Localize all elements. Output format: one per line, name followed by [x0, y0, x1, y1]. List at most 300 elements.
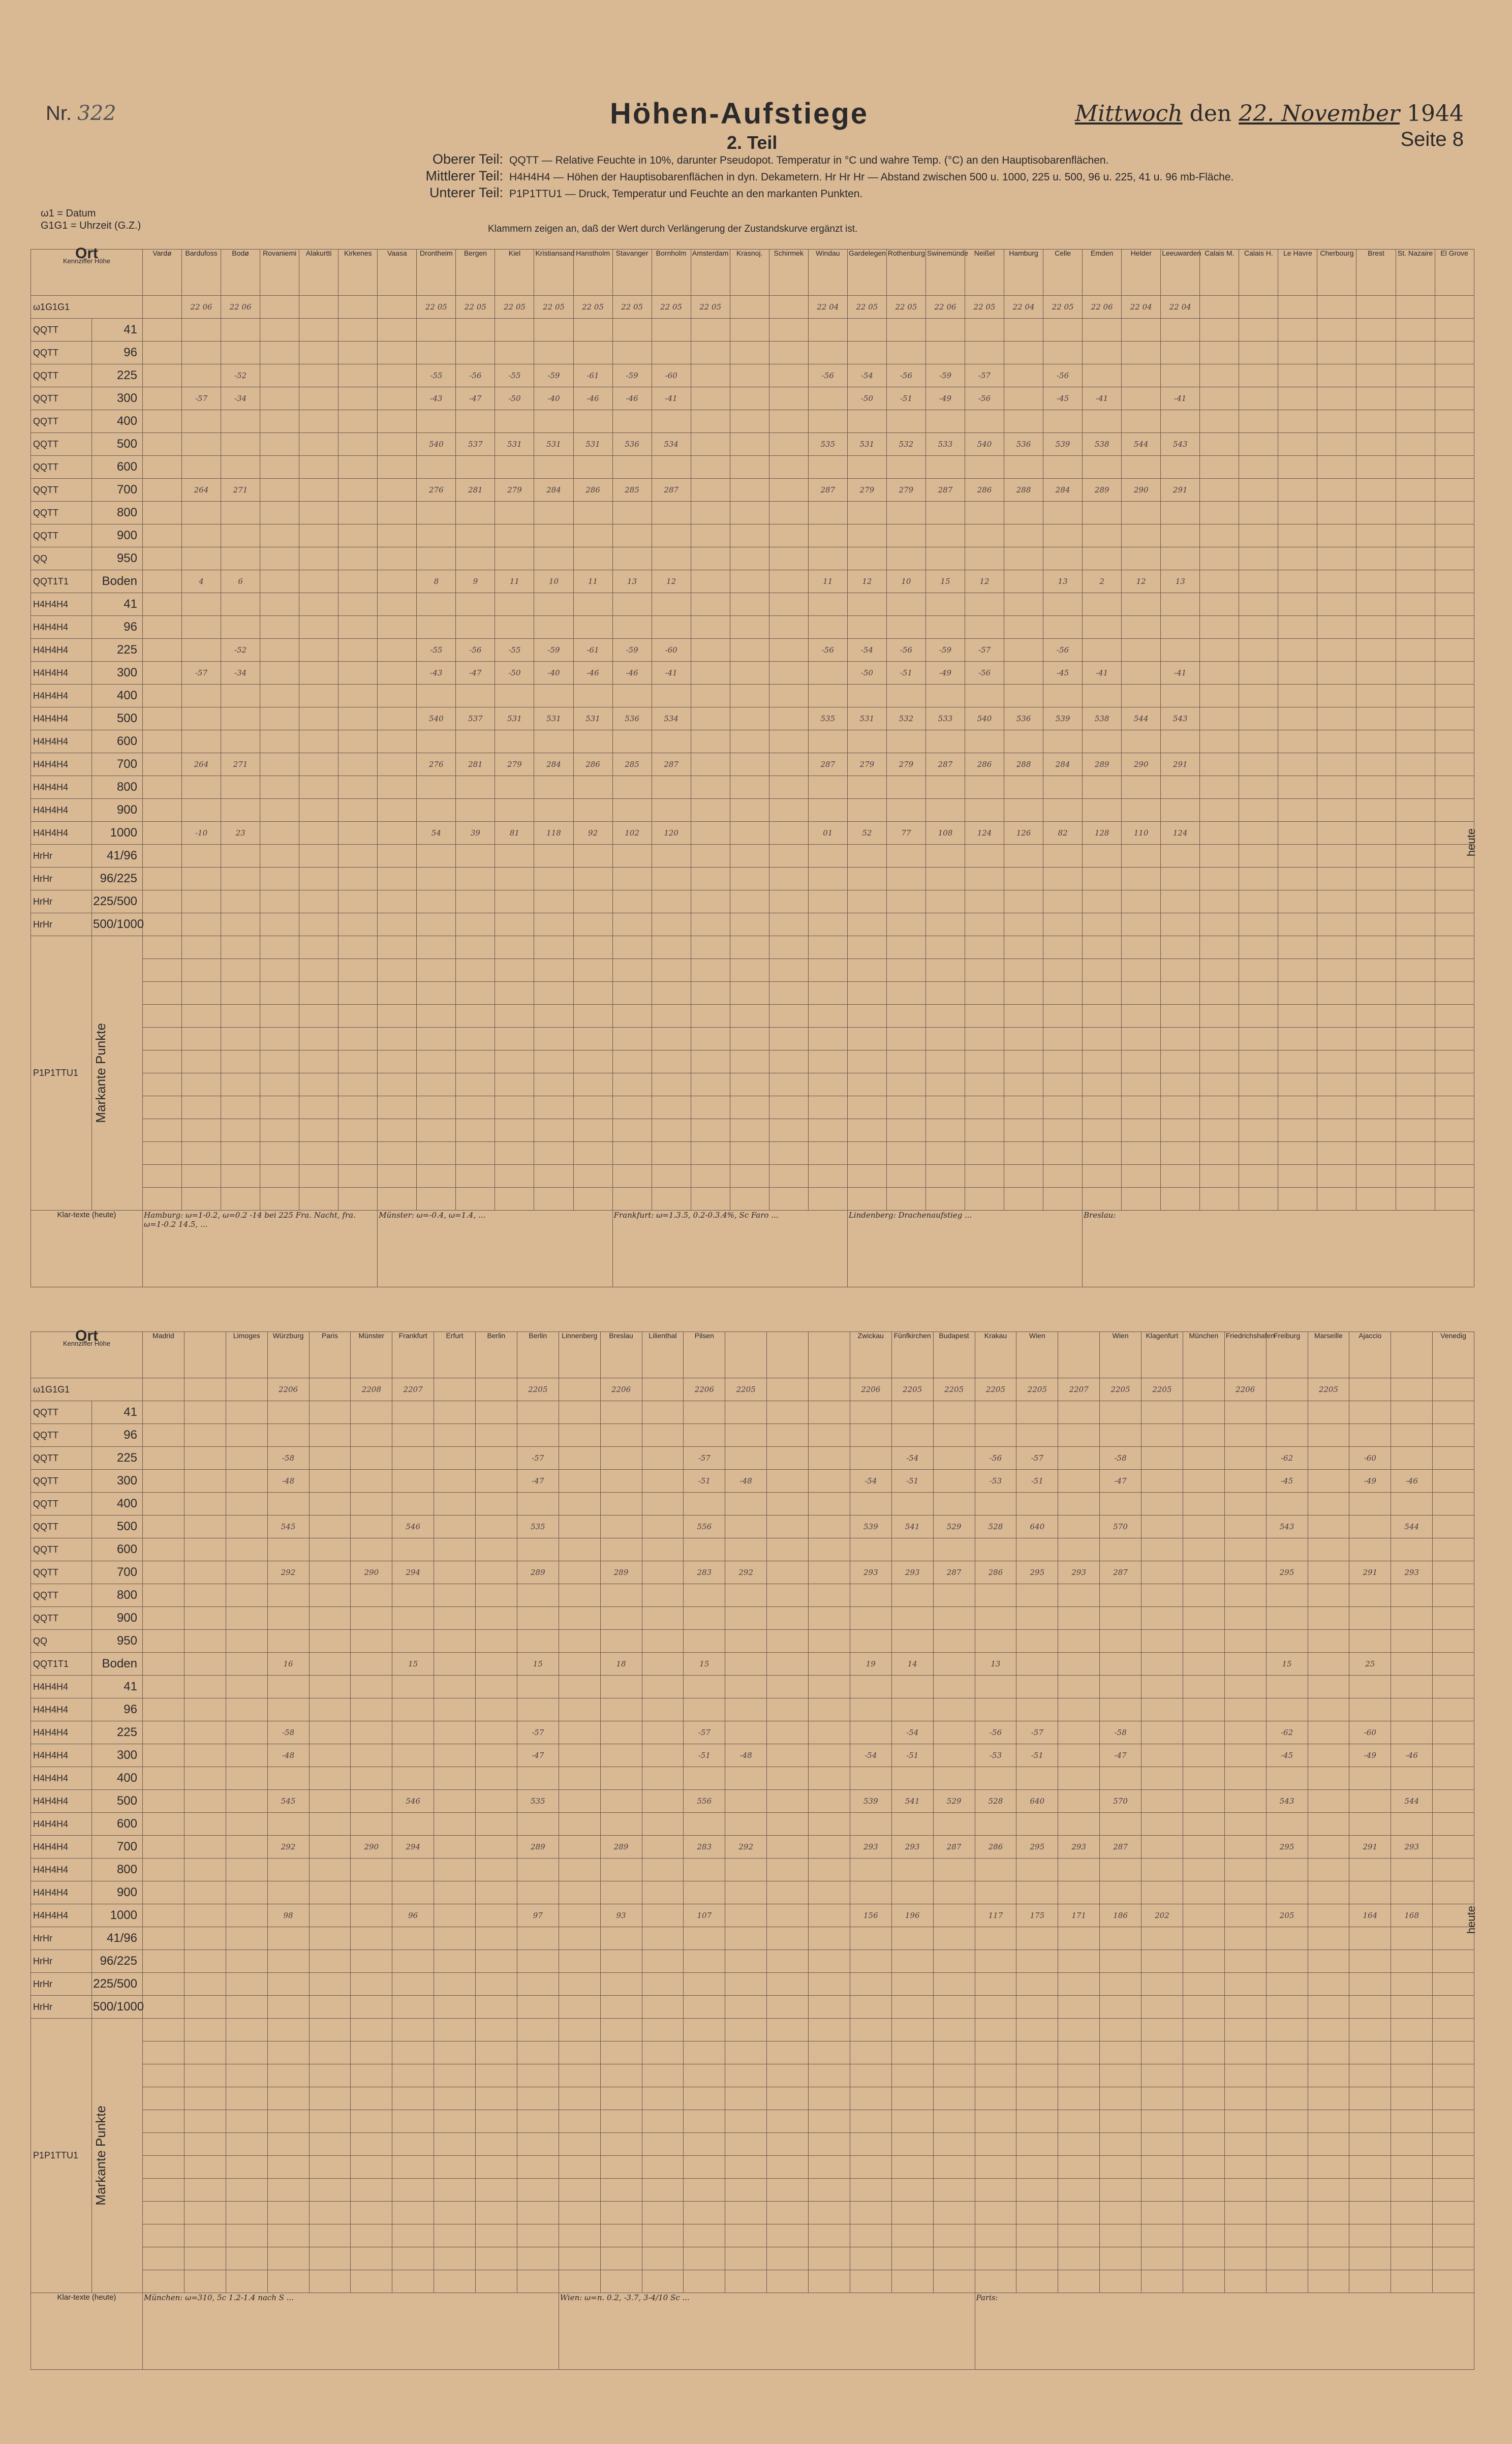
value-cell [1435, 616, 1474, 639]
pp-text: P1P1TTU1 [33, 2150, 79, 2160]
value-cell: 539 [1043, 433, 1083, 456]
value-cell: -40 [534, 387, 573, 410]
value-cell [182, 799, 221, 822]
value-cell [573, 1188, 612, 1211]
row-level: 400 [92, 1493, 143, 1515]
value-cell [847, 1188, 886, 1211]
value-cell [1100, 1927, 1141, 1950]
value-cell: 279 [495, 479, 534, 502]
value-cell [184, 1424, 226, 1447]
value-cell [691, 1119, 730, 1142]
value-cell [1396, 570, 1435, 593]
value-cell [534, 342, 573, 364]
value-cell [642, 1584, 684, 1607]
value-cell [1200, 776, 1239, 799]
station-header: Bergen [456, 250, 495, 296]
value-cell [1100, 1538, 1141, 1561]
value-cell: 531 [495, 433, 534, 456]
value-cell [309, 1378, 351, 1401]
value-cell [925, 1119, 965, 1142]
value-cell [143, 1767, 184, 1790]
value-cell [226, 1767, 267, 1790]
value-cell [1349, 2224, 1391, 2247]
value-cell [1122, 364, 1161, 387]
value-cell [1100, 2224, 1141, 2247]
value-cell [299, 1142, 338, 1165]
value-cell [309, 2179, 351, 2202]
value-cell [417, 1073, 456, 1096]
value-cell [143, 1165, 182, 1188]
value-cell [534, 1005, 573, 1028]
value-cell [725, 1424, 767, 1447]
value-cell [309, 1904, 351, 1927]
value-cell [392, 2087, 434, 2110]
value-cell [847, 730, 886, 753]
value-cell [309, 1813, 351, 1836]
value-cell [1317, 1165, 1356, 1188]
value-cell [965, 776, 1004, 799]
value-cell [808, 799, 847, 822]
value-cell [517, 1607, 559, 1630]
value-cell [1433, 2156, 1474, 2179]
table-row [31, 890, 1474, 913]
value-cell: 102 [612, 822, 652, 845]
value-cell [299, 959, 338, 982]
value-cell [691, 959, 730, 982]
value-cell [378, 364, 417, 387]
value-cell [417, 1188, 456, 1211]
value-cell [975, 1584, 1016, 1607]
value-cell [1161, 685, 1200, 707]
value-cell: -59 [925, 639, 965, 662]
value-cell [652, 730, 691, 753]
value-cell [1200, 1188, 1239, 1211]
value-cell [182, 1119, 221, 1142]
value-cell [221, 1096, 260, 1119]
value-cell [612, 1142, 652, 1165]
station-header: Krakau [975, 1332, 1016, 1378]
station-header: Rothenburg [886, 250, 925, 296]
value-cell [1043, 502, 1083, 524]
value-cell [221, 1028, 260, 1050]
value-cell [1391, 1721, 1433, 1744]
row-label: HrHr [31, 913, 92, 936]
value-cell [652, 982, 691, 1005]
station-header: Drontheim [417, 250, 456, 296]
value-cell: 120 [652, 822, 691, 845]
value-cell: 529 [933, 1790, 975, 1813]
value-cell: -46 [1391, 1470, 1433, 1493]
value-cell [730, 799, 769, 822]
value-cell [476, 1424, 517, 1447]
value-cell [456, 799, 495, 822]
value-cell [309, 2041, 351, 2064]
value-cell [1308, 1401, 1349, 1424]
value-cell: 287 [652, 753, 691, 776]
value-cell [600, 1859, 642, 1881]
value-cell [299, 387, 338, 410]
value-cell [965, 319, 1004, 342]
value-cell [1356, 662, 1396, 685]
value-cell [1016, 2224, 1058, 2247]
value-cell [965, 1165, 1004, 1188]
row-label: QQTT [31, 319, 92, 342]
value-cell [392, 1401, 434, 1424]
value-cell [378, 1050, 417, 1073]
value-cell [417, 936, 456, 959]
value-cell [260, 662, 299, 685]
value-cell [143, 1378, 184, 1401]
value-cell [808, 1050, 847, 1073]
value-cell [1433, 1836, 1474, 1859]
value-cell: -59 [612, 639, 652, 662]
value-cell [725, 2247, 767, 2270]
value-cell [1239, 1165, 1278, 1188]
value-cell [1016, 2202, 1058, 2224]
value-cell: 117 [975, 1904, 1016, 1927]
value-cell [1278, 959, 1317, 982]
value-cell: 290 [1122, 753, 1161, 776]
value-cell: 118 [534, 822, 573, 845]
value-cell: 283 [684, 1836, 725, 1859]
value-cell: 2206 [600, 1378, 642, 1401]
value-cell [730, 1073, 769, 1096]
value-cell [143, 753, 182, 776]
station-header: Rovaniemi [260, 250, 299, 296]
value-cell [299, 593, 338, 616]
table-row [31, 479, 1474, 502]
value-cell [434, 1515, 476, 1538]
value-cell [767, 2156, 809, 2179]
row-level: 500 [92, 1790, 143, 1813]
value-cell [495, 319, 534, 342]
value-cell [260, 868, 299, 890]
value-cell [691, 913, 730, 936]
value-cell [143, 433, 182, 456]
value-cell [456, 1188, 495, 1211]
value-cell: 293 [1391, 1836, 1433, 1859]
value-cell [847, 319, 886, 342]
value-cell [891, 1973, 933, 1996]
value-cell [1141, 2224, 1183, 2247]
value-cell: 286 [965, 479, 1004, 502]
station-header: Alakurtti [299, 250, 338, 296]
value-cell [925, 1028, 965, 1050]
value-cell [809, 1927, 850, 1950]
value-cell [925, 845, 965, 868]
table-row [31, 730, 1474, 753]
value-cell [517, 1859, 559, 1881]
value-cell [975, 1493, 1016, 1515]
value-cell [182, 845, 221, 868]
value-cell [184, 1447, 226, 1470]
value-cell [1278, 913, 1317, 936]
value-cell [1433, 2041, 1474, 2064]
value-cell [573, 1050, 612, 1073]
value-cell [221, 890, 260, 913]
value-cell [1100, 1493, 1141, 1515]
value-cell [267, 2064, 309, 2087]
value-cell [1083, 776, 1122, 799]
value-cell [1004, 936, 1043, 959]
value-cell [1433, 1447, 1474, 1470]
value-cell [642, 1401, 684, 1424]
value-cell: 287 [933, 1836, 975, 1859]
value-cell [338, 982, 378, 1005]
value-cell [1239, 959, 1278, 982]
value-cell [1200, 639, 1239, 662]
value-cell [495, 1050, 534, 1073]
value-cell [221, 799, 260, 822]
value-cell [476, 2133, 517, 2156]
value-cell [260, 593, 299, 616]
value-cell [1224, 1721, 1266, 1744]
value-cell [1058, 1538, 1100, 1561]
value-cell [1308, 1836, 1349, 1859]
value-cell: -48 [725, 1470, 767, 1493]
value-cell [1058, 2179, 1100, 2202]
value-cell [612, 890, 652, 913]
value-cell [267, 2224, 309, 2247]
value-cell [1349, 2041, 1391, 2064]
value-cell [1266, 2270, 1308, 2293]
value-cell [925, 319, 965, 342]
value-cell [1100, 2247, 1141, 2270]
value-cell: 538 [1083, 707, 1122, 730]
value-cell [1161, 524, 1200, 547]
value-cell: 12 [1122, 570, 1161, 593]
value-cell [691, 387, 730, 410]
value-cell [417, 502, 456, 524]
value-cell [612, 547, 652, 570]
value-cell [975, 1698, 1016, 1721]
value-cell [1004, 685, 1043, 707]
value-cell [260, 1188, 299, 1211]
value-cell [1435, 1073, 1474, 1096]
value-cell [652, 1050, 691, 1073]
value-cell: 290 [1122, 479, 1161, 502]
value-cell [725, 1447, 767, 1470]
value-cell [730, 890, 769, 913]
value-cell [1161, 1119, 1200, 1142]
station-header: Ajaccio [1349, 1332, 1391, 1378]
markante-row [31, 1096, 1474, 1119]
value-cell: -40 [534, 662, 573, 685]
value-cell [767, 2110, 809, 2133]
value-cell [809, 2202, 850, 2224]
table-row [31, 319, 1474, 342]
value-cell [143, 1927, 184, 1950]
value-cell [1043, 1119, 1083, 1142]
value-cell [309, 1996, 351, 2019]
value-cell [1224, 2270, 1266, 2293]
value-cell: -55 [417, 639, 456, 662]
value-cell [143, 1996, 184, 2019]
table-row [31, 1676, 1474, 1698]
value-cell [351, 1676, 392, 1698]
value-cell [1278, 547, 1317, 570]
value-cell [1083, 959, 1122, 982]
value-cell [1356, 1096, 1396, 1119]
value-cell [1004, 662, 1043, 685]
value-cell [378, 913, 417, 936]
value-cell [260, 959, 299, 982]
value-cell [1278, 502, 1317, 524]
value-cell [1161, 1188, 1200, 1211]
value-cell [1278, 456, 1317, 479]
value-cell [1433, 1378, 1474, 1401]
value-cell: 279 [847, 753, 886, 776]
value-cell [1058, 1424, 1100, 1447]
value-cell [351, 1721, 392, 1744]
value-cell [338, 913, 378, 936]
value-cell [600, 1424, 642, 1447]
value-cell [573, 1165, 612, 1188]
value-cell: 287 [1100, 1561, 1141, 1584]
klartext-cell: Paris: [975, 2293, 1474, 2370]
value-cell: -54 [850, 1470, 891, 1493]
value-cell [299, 707, 338, 730]
value-cell [652, 547, 691, 570]
value-cell [1308, 2202, 1349, 2224]
value-cell [1435, 799, 1474, 822]
value-cell [378, 822, 417, 845]
value-cell: -55 [417, 364, 456, 387]
value-cell [392, 1607, 434, 1630]
value-cell [808, 1119, 847, 1142]
value-cell [769, 662, 808, 685]
value-cell [769, 868, 808, 890]
value-cell [684, 1813, 725, 1836]
value-cell [1161, 890, 1200, 913]
value-cell [417, 342, 456, 364]
value-cell [1308, 2247, 1349, 2270]
station-header: Linnenberg [559, 1332, 600, 1378]
value-cell [684, 1424, 725, 1447]
value-cell [886, 502, 925, 524]
value-cell [600, 1698, 642, 1721]
value-cell: 2205 [1141, 1378, 1183, 1401]
value-cell [684, 2224, 725, 2247]
value-cell [392, 2202, 434, 2224]
value-cell [684, 1973, 725, 1996]
value-cell [534, 319, 573, 342]
value-cell [1356, 982, 1396, 1005]
value-cell [338, 502, 378, 524]
value-cell [725, 1859, 767, 1881]
value-cell [378, 570, 417, 593]
value-cell [808, 730, 847, 753]
value-cell [975, 1859, 1016, 1881]
value-cell: 01 [808, 822, 847, 845]
row-level: 800 [92, 502, 143, 524]
value-cell [517, 2202, 559, 2224]
value-cell [1266, 1630, 1308, 1653]
value-cell [769, 822, 808, 845]
pp-label [31, 936, 92, 1211]
value-cell [891, 2041, 933, 2064]
table-row [31, 868, 1474, 890]
value-cell [1100, 2110, 1141, 2133]
value-cell [891, 1538, 933, 1561]
value-cell [299, 319, 338, 342]
value-cell [652, 1119, 691, 1142]
value-cell [309, 1538, 351, 1561]
value-cell: -57 [684, 1721, 725, 1744]
value-cell [1224, 2133, 1266, 2156]
value-cell [1016, 1630, 1058, 1653]
value-cell: -59 [925, 364, 965, 387]
station-header: Kirkenes [338, 250, 378, 296]
value-cell [299, 524, 338, 547]
value-cell [850, 1813, 891, 1836]
value-cell [1141, 2179, 1183, 2202]
value-cell [1161, 593, 1200, 616]
value-cell [309, 2224, 351, 2247]
value-cell [1083, 524, 1122, 547]
value-cell [1141, 1630, 1183, 1653]
row-level: 300 [92, 1470, 143, 1493]
value-cell [1278, 410, 1317, 433]
value-cell [226, 2087, 267, 2110]
value-cell [260, 1073, 299, 1096]
value-cell [559, 1996, 600, 2019]
table-row [31, 685, 1474, 707]
value-cell [351, 2156, 392, 2179]
value-cell [1200, 982, 1239, 1005]
value-cell [965, 456, 1004, 479]
value-cell [684, 2041, 725, 2064]
row-level: 500 [92, 433, 143, 456]
value-cell [182, 1028, 221, 1050]
value-cell: 22 05 [886, 296, 925, 319]
value-cell [476, 1950, 517, 1973]
value-cell [260, 296, 299, 319]
value-cell [1183, 1584, 1224, 1607]
value-cell [226, 1515, 267, 1538]
station-header: Vaasa [378, 250, 417, 296]
value-cell [182, 913, 221, 936]
value-cell: 6 [221, 570, 260, 593]
value-cell [267, 1676, 309, 1698]
value-cell [1141, 2041, 1183, 2064]
value-cell [600, 2064, 642, 2087]
value-cell [1043, 936, 1083, 959]
markante-row [31, 1188, 1474, 1211]
value-cell [260, 1119, 299, 1142]
value-cell [1122, 982, 1161, 1005]
value-cell: 289 [600, 1836, 642, 1859]
value-cell [891, 1767, 933, 1790]
value-cell [573, 342, 612, 364]
value-cell [652, 685, 691, 707]
value-cell [456, 1073, 495, 1096]
value-cell [1396, 1142, 1435, 1165]
row-label: HrHr [31, 845, 92, 868]
value-cell [769, 456, 808, 479]
value-cell: 128 [1083, 822, 1122, 845]
value-cell [1317, 936, 1356, 959]
value-cell [1317, 1005, 1356, 1028]
value-cell [1317, 1096, 1356, 1119]
value-cell: 25 [1349, 1653, 1391, 1676]
row-level: 96/225 [92, 868, 143, 890]
value-cell [534, 1119, 573, 1142]
value-cell [143, 2202, 184, 2224]
value-cell [1224, 2247, 1266, 2270]
value-cell [299, 502, 338, 524]
value-cell [925, 685, 965, 707]
